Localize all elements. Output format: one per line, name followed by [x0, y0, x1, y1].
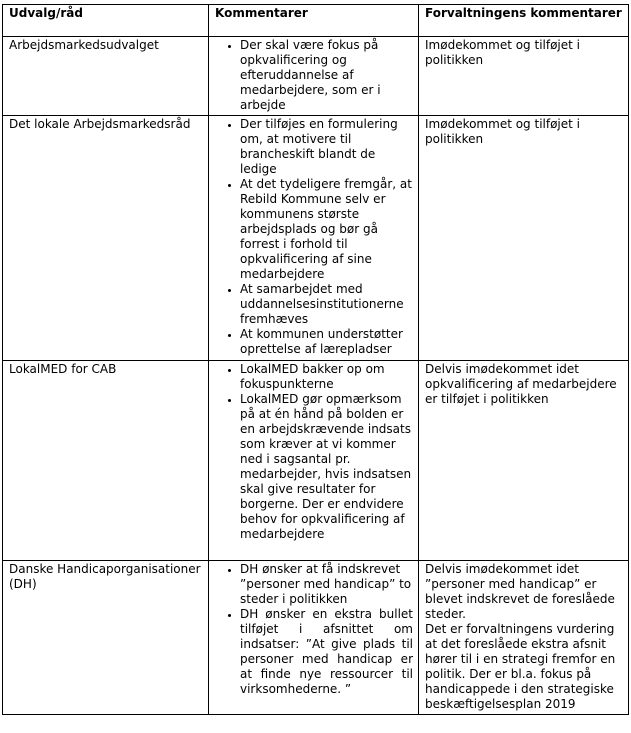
- row-response: [419, 37, 629, 116]
- header-administration-comments: Forvaltningens kommentarer: [419, 5, 629, 37]
- response-text: Delvis imødekommet idet opkvalificering af medarbejdere er tilføjet i politikken: [425, 362, 617, 406]
- table-row: [3, 37, 629, 116]
- comment-item: • LokalMED gør opmærksom på at én hånd på bolden er en arbejdskrævende indsats som kræver at vi kommer ned i sagsantal pr. medarbejder, hvis indsatsen skal give resultater for borgerne. Der er endvidere behov for opkvalificering af medarbejdere: [240, 392, 413, 542]
- comment-item: • DH ønsker at få indskrevet ”personer med handicap” to steder i politikken: [240, 562, 413, 607]
- comment-item: • Der skal være fokus på opkvalificering og efteruddannelse af medarbejdere, som er i arbejde: [240, 38, 413, 113]
- consultation-table: [2, 4, 629, 715]
- row-comments: [209, 561, 419, 715]
- header-comments: Kommentarer: [209, 5, 419, 37]
- response-text: Delvis imødekommet idet ”personer med handicap” er blevet indskrevet de foreslåede steder.: [425, 562, 615, 621]
- row-comments: [209, 37, 419, 116]
- comment-item: • At kommunen understøtter oprettelse af lærepladser: [240, 327, 413, 357]
- table-header-row: [3, 5, 629, 37]
- comment-item: • At samarbejdet med uddannelsesinstitutionerne fremhæves: [240, 282, 413, 327]
- response-text: Det er forvaltningens vurdering at det foreslåede ekstra afsnit hører til i en strategi fremfor en politik. Der er bl.a. fokus på handicappede i den strategiske beskæftigelsesplan 2019: [425, 622, 616, 711]
- row-comments: [209, 116, 419, 361]
- row-committee: LokalMED for CAB: [3, 361, 209, 561]
- table-row: [3, 561, 629, 715]
- comment-item: • LokalMED bakker op om fokuspunkterne: [240, 362, 413, 392]
- row-response: [419, 561, 629, 715]
- comment-list: [215, 117, 413, 357]
- comment-list: [215, 562, 413, 697]
- comment-list: [215, 362, 413, 542]
- response-text: Imødekommet og tilføjet i politikken: [425, 38, 580, 67]
- comment-item: • At det tydeligere fremgår, at Rebild Kommune selv er kommunens største arbejdsplads og bør gå forrest i forhold til opkvalificering af sine medarbejdere: [240, 177, 413, 282]
- row-comments: [209, 361, 419, 561]
- row-committee: Det lokale Arbejdsmarkedsråd: [3, 116, 209, 361]
- comment-item: • DH ønsker en ekstra bullet tilføjet i afsnittet om indsatser: ”At give plads til personer med handicap er at finde nye ressourcer til virksomhederne. ”: [240, 607, 413, 697]
- row-response: [419, 361, 629, 561]
- table-row: [3, 116, 629, 361]
- comment-list: [215, 38, 413, 113]
- row-committee: Danske Handicaporganisationer (DH): [3, 561, 209, 715]
- table-row: [3, 361, 629, 561]
- header-committee: Udvalg/råd: [3, 5, 209, 37]
- row-committee: Arbejdsmarkedsudvalget: [3, 37, 209, 116]
- comment-item: • Der tilføjes en formulering om, at motivere til brancheskift blandt de ledige: [240, 117, 413, 177]
- response-text: Imødekommet og tilføjet i politikken: [425, 117, 580, 146]
- row-response: [419, 116, 629, 361]
